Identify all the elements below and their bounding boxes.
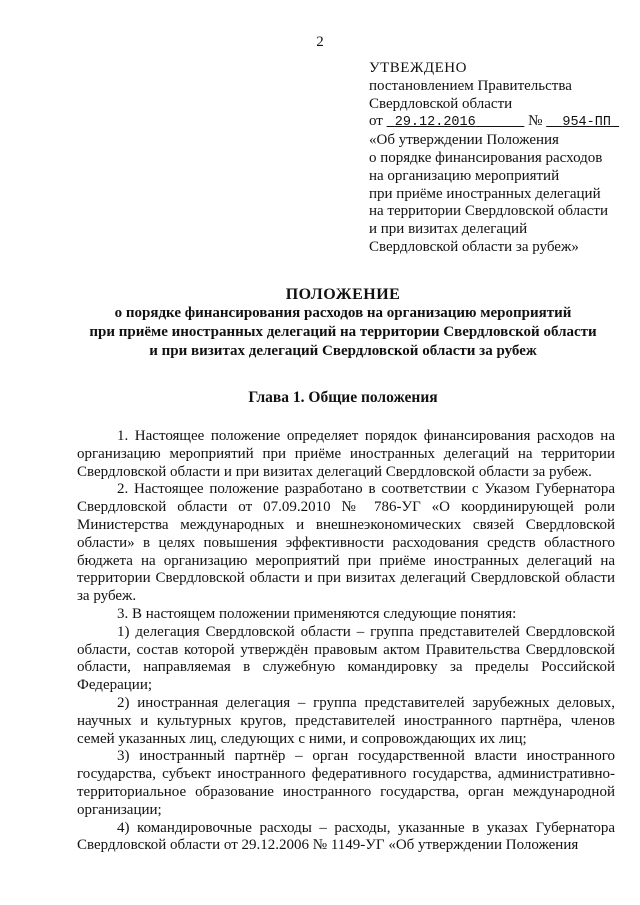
- approval-ref-line: о порядке финансирования расходов: [369, 149, 603, 166]
- document-title: [70, 285, 616, 361]
- paragraph: 3) иностранный партнёр – орган государственной власти иностранного государства, субъект иностранного федеративного государства, административно-территориальное образование иностранного государства, орган международной организации;: [77, 748, 615, 818]
- title-line: и при визитах делегаций Свердловской области за рубеж: [149, 343, 537, 359]
- approval-heading: УТВЕЖДЕНО: [369, 60, 467, 76]
- title-heading: ПОЛОЖЕНИЕ: [285, 286, 401, 303]
- paragraph: 1) делегация Свердловской области – группа представителей Свердловской области, состав которой утверждён правовым актом Правительства Свердловской области, направляемая в служебную командировку за пределы Российской Федерации;: [77, 623, 615, 694]
- approval-ref-line: при приёме иностранных делегаций: [369, 185, 601, 202]
- paragraph: 4) командировочные расходы – расходы, указанные в указах Губернатора Свердловской области от 29.12.2006 № 1149-УГ «Об утверждении Положения: [77, 819, 615, 854]
- paragraph: 1. Настоящее положение определяет порядок финансирования расходов на организацию мероприятий при приёме иностранных делегаций на территории Свердловской области и при визитах делегаций Свердловской области за рубеж.: [77, 428, 615, 480]
- approval-ref-line: и при визитах делегаций: [369, 221, 528, 238]
- chapter-heading: Глава 1. Общие положения: [248, 389, 438, 406]
- approval-date-number: [369, 113, 631, 132]
- date-prefix: от: [369, 113, 383, 130]
- body-text: [77, 428, 615, 855]
- approval-ref-line: «Об утверждении Положения: [369, 132, 559, 149]
- paragraph: 3. В настоящем положении применяются следующие понятия:: [117, 605, 517, 622]
- approval-ref-line: на организацию мероприятий: [369, 167, 560, 184]
- title-line: о порядке финансирования расходов на организацию мероприятий: [114, 305, 572, 321]
- approval-line: Свердловской области: [369, 95, 513, 112]
- page-number: 2: [316, 34, 324, 50]
- paragraph: 2) иностранная делегация – группа представителей зарубежных деловых, научных и культурных кругов, представителей иностранного партнёра, членов семей указанных лиц, следующих с ними, и сопровождающих их лиц;: [77, 694, 615, 747]
- approval-line: постановлением Правительства: [369, 77, 572, 94]
- number-sign: №: [528, 113, 543, 130]
- approval-ref-line: Свердловской области за рубеж»: [369, 238, 579, 255]
- approval-number: 954-ПП: [562, 115, 611, 131]
- title-line: при приёме иностранных делегаций на территории Свердловской области: [89, 324, 597, 340]
- paragraph: 2. Настоящее положение разработано в соответствии с Указом Губернатора Свердловской области от 07.09.2010 № 786-УГ «О координирующей роли Министерства международных и внешнеэкономических связей Свердловской области» в целях повышения эффективности расходования средств областного бюджета на организацию мероприятий при приёме иностранных делегаций на территории Свердловской области и при визитах делегаций Свердловской области за рубеж.: [77, 481, 615, 605]
- approval-block: [369, 60, 631, 257]
- approval-date: 29.12.2016: [394, 115, 476, 131]
- approval-ref-line: на территории Свердловской области: [369, 203, 609, 220]
